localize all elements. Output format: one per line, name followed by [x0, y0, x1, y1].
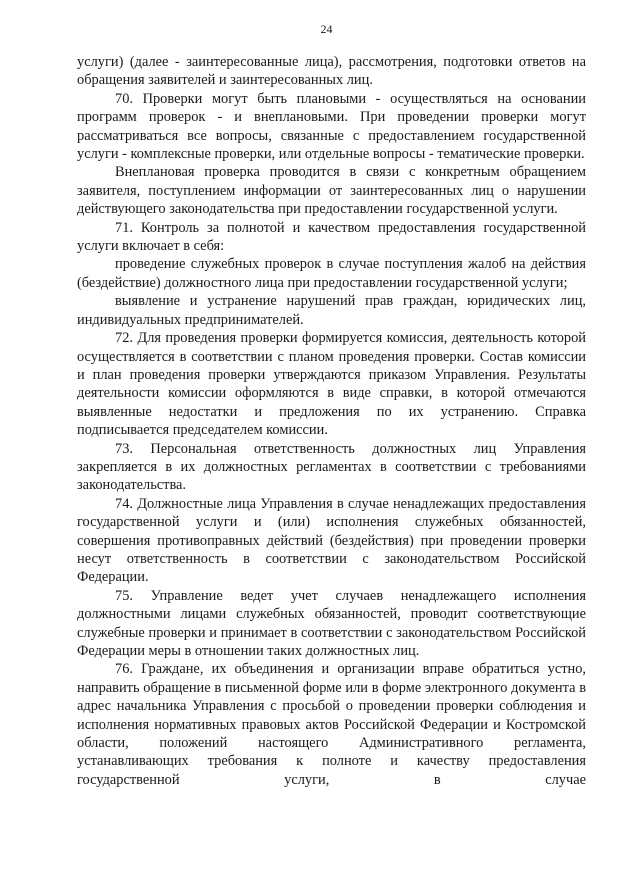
paragraph: услуги) (далее - заинтересованные лица), рассмотрения, подготовки ответов на обращения заявителей и заинтересованных лиц.: [77, 54, 586, 89]
paragraph: 73. Персональная ответственность должностных лиц Управления закрепляется в их должностных регламентах в соответствии с требованиями законодательства.: [77, 440, 586, 494]
paragraph: 74. Должностные лица Управления в случае ненадлежащих предоставления государственной услуги и (или) исполнения служебных обязанностей, совершения противоправных действий (бездействия) при проведении проверки несут ответственность в соответствии с законодательством Российской Федерации.: [77, 495, 586, 586]
paragraph: Внеплановая проверка проводится в связи с конкретным обращением заявителя, поступлением информации от заинтересованных лиц о нарушении действующего законодательства при предоставлении государственной услуги.: [77, 164, 586, 218]
paragraph: 72. Для проведения проверки формируется комиссия, деятельность которой осуществляется в соответствии с планом проведения проверки. Состав комиссии и план проведения проверки утверждаются приказом Управления. Результаты деятельности комиссии оформляются в виде справки, в которой отмечаются выявленные недостатки и предложения по их устранению. Справка подписывается председателем комиссии.: [77, 330, 586, 439]
paragraph: 75. Управление ведет учет случаев ненадлежащего исполнения должностными лицами служебных обязанностей, проводит соответствующие служебные проверки и принимает в соответствии с законодательством Российской Федерации меры в отношении таких должностных лиц.: [77, 587, 586, 659]
page-number: 24: [320, 22, 333, 36]
paragraph: проведение служебных проверок в случае поступления жалоб на действия (бездействие) должностного лица при предоставлении государственной услуги;: [77, 256, 586, 291]
paragraph: 71. Контроль за полнотой и качеством предоставления государственной услуги включает в себя:: [77, 219, 586, 255]
paragraph: 76. Граждане, их объединения и организации вправе обратиться устно, направить обращение в письменной форме или в форме электронного документа в адрес начальника Управления с просьбой о проведении проверки соблюдения и исполнения нормативных правовых актов Российской Федерации и Костромской области, положений настоящего Административного регламента, устанавливающих требования к полноте и качеству предоставления государственной услуги, в случае: [77, 661, 586, 788]
document-body: [77, 53, 586, 789]
paragraph: выявление и устранение нарушений прав граждан, юридических лиц, индивидуальных предпринимателей.: [77, 293, 586, 328]
paragraph: 70. Проверки могут быть плановыми - осуществляться на основании программ проверок - и внеплановыми. При проведении проверки могут рассматриваться все вопросы, связанные с предоставлением государственной услуги - комплексные проверки, или отдельные вопросы - тематические проверки.: [77, 90, 586, 163]
